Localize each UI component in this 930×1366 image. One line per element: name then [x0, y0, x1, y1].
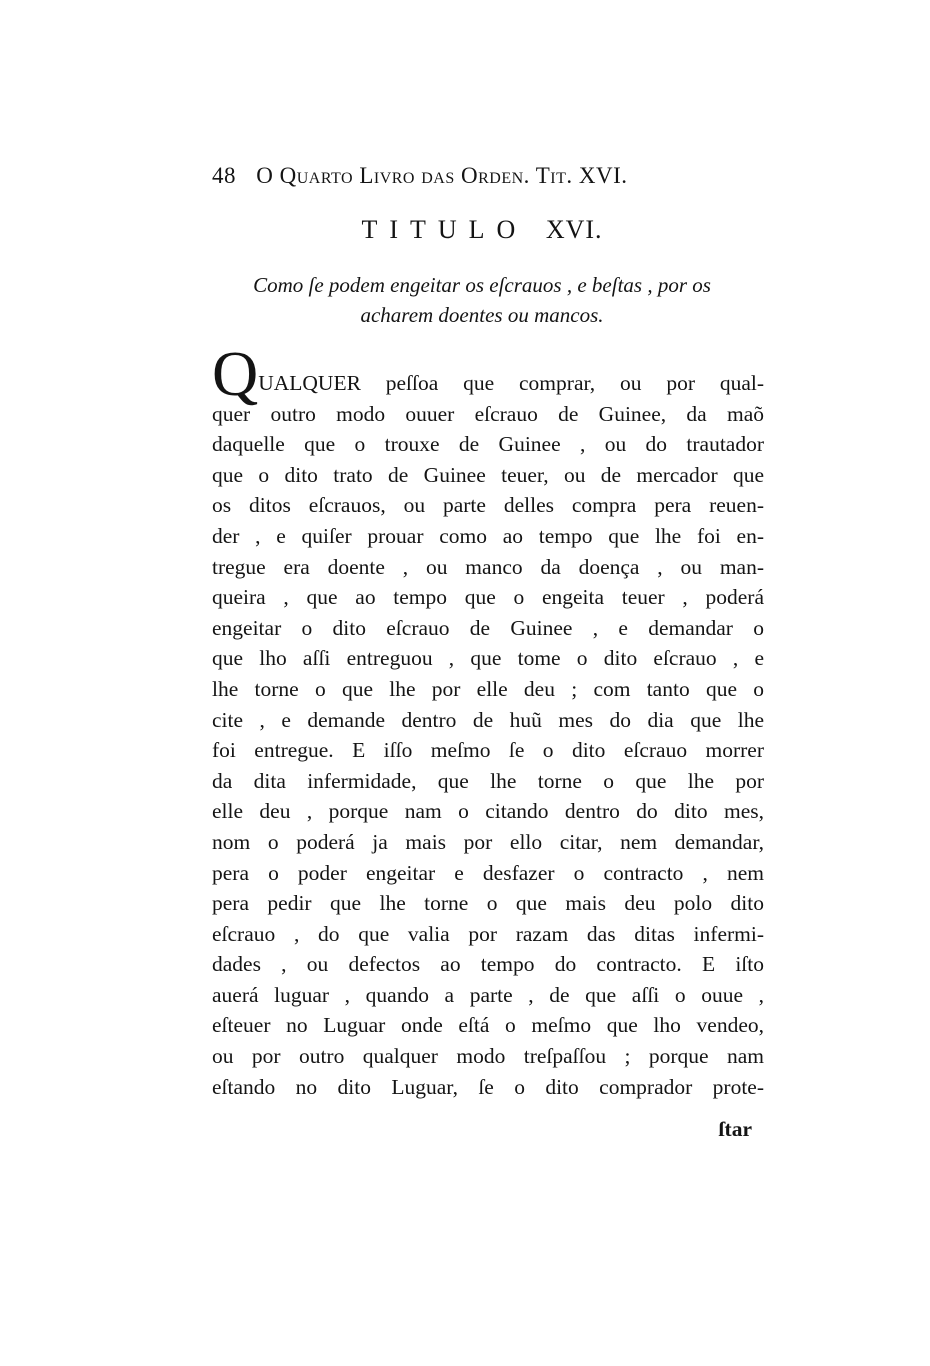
chapter-subtitle	[212, 270, 752, 330]
body-line: queira , que ao tempo que o engeita teuer , poderá	[212, 585, 764, 610]
body-line: lhe torne o que lhe por elle deu ; com tanto que o	[212, 676, 764, 701]
subtitle-line-1: Como ſe podem engeitar os eſcrauos , e beſtas , por os	[253, 273, 711, 297]
subtitle-line-2: acharem doentes ou mancos.	[360, 303, 604, 327]
running-head	[212, 163, 752, 189]
body-line: da dita infermidade, que lhe torne o que lhe por	[212, 768, 764, 793]
chapter-title-label: TITULO	[361, 215, 528, 244]
body-line: eſteuer no Luguar onde eſtá o meſmo que lho vendeo,	[212, 1013, 764, 1038]
body-line	[212, 338, 764, 409]
page-number: 48	[212, 163, 236, 188]
body-line: der , e quiſer prouar como ao tempo que lhe foi en-	[212, 523, 764, 548]
body-line: os ditos eſcrauos, ou parte delles compra pera reuen-	[212, 493, 764, 518]
body-line: elle deu , porque nam o citando dentro do dito mes,	[212, 799, 764, 824]
drop-cap: Q	[212, 338, 259, 409]
body-line: pera o poder engeitar e desfazer o contracto , nem	[212, 860, 764, 885]
body-line: que o dito trato de Guinee teuer, ou de mercador que	[212, 462, 764, 487]
body-line: foi entregue. E iſſo meſmo ſe o dito eſcrauo morrer	[212, 738, 764, 763]
body-line-text: UALQUER peſſoa que comprar, ou por qual-	[258, 371, 764, 395]
body-line: dades , ou defectos ao tempo do contracto. E iſto	[212, 952, 764, 977]
body-line: eſtando no dito Luguar, ſe o dito comprador prote-	[212, 1074, 764, 1099]
chapter-title-numeral: XVI.	[545, 215, 603, 244]
body-line: nom o poderá ja mais por ello citar, nem demandar,	[212, 829, 764, 854]
body-paragraph	[212, 338, 764, 1102]
body-line: cite , e demande dentro de huũ mes do dia que lhe	[212, 707, 764, 732]
body-line: pera pedir que lhe torne o que mais deu polo dito	[212, 891, 764, 916]
running-head-text: O Quarto Livro das Orden. Tit. XVI.	[256, 163, 628, 188]
body-line: engeitar o dito eſcrauo de Guinee , e demandar o	[212, 615, 764, 640]
body-line: eſcrauo , do que valia por razam das ditas infermi-	[212, 921, 764, 946]
body-line: ou por outro qualquer modo treſpaſſou ; porque nam	[212, 1044, 764, 1069]
body-line: que lho aſſi entreguou , que tome o dito eſcrauo , e	[212, 646, 764, 671]
catchword: ſtar	[718, 1117, 752, 1141]
body-line: tregue era doente , ou manco da doença , ou man-	[212, 554, 764, 579]
body-line: auerá luguar , quando a parte , de que aſſi o ouue ,	[212, 982, 764, 1007]
chapter-title	[212, 215, 752, 245]
body-line: quer outro modo ouuer eſcrauo de Guinee, da maõ	[212, 401, 764, 426]
body-line: daquelle que o trouxe de Guinee , ou do trautador	[212, 432, 764, 457]
